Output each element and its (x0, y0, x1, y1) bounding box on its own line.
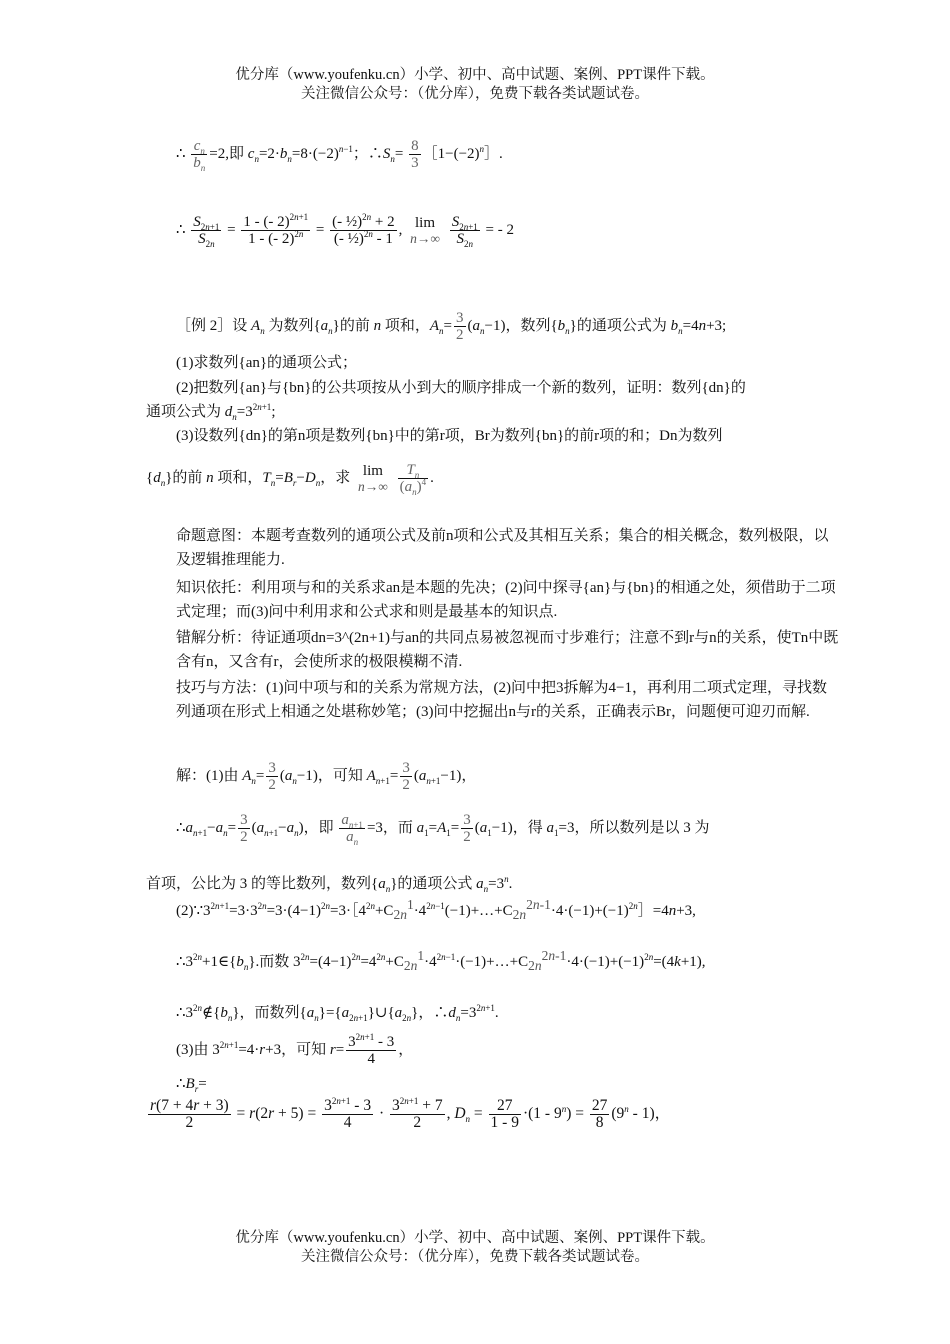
solution-2: $\therefore a_{n+1}-a_n=$ $\frac{3}{2}$ $(a_{n+1}-a_n)$，即 $\frac{a_{n+1}}{a_n}$ =3，而 $a_1=A_1=$ $\frac{3}{2}$ $(a_1-1)$，得 $a_1=3$，所以数列是以 3 为 (176, 812, 710, 847)
solution-4: $(2)\because 3^{2n+1}=3\cdot 3^{2n}=3\cdot(4-1)^{2n}=3\cdot[4^{2n}+C_{2n}^1\cdot 4^{2n-1}(-1)+\dots+C_{2n}^{2n-1}\cdot 4\cdot(-1)+(-1)^{2n}]=4n+3$, (176, 897, 696, 922)
intent-paragraph: 命题意图：本题考查数列的通项公式及前n项和公式及其相互关系；集合的相关概念，数列极限，以及逻辑推理能力. (176, 528, 829, 568)
question-2b: 通项公式为 $d_n=3^{2n+1}$; (146, 402, 276, 422)
question-2a: (2)把数列{an}与{bn}的公共项按从小到大的顺序排成一个新的数列，证明：数列{dn}的 (176, 380, 746, 396)
question-3a: (3)设数列{dn}的第n项是数列{bn}中的第r项，Br为数列{bn}的前r项的和；Dn为数列 (176, 428, 723, 444)
example-2-statement: ［例 2］设 $A_n$ 为数列$\{a_n\}$的前 n 项和，$A_n=$ $\frac{3}{2}$ $(a_n-1)$，数列$\{b_n\}$的通项公式为 $b_n=4n+3$; (176, 310, 727, 343)
page-footer (0, 1229, 950, 1267)
equation-limit-ratio: ∴ $\frac{S_{2n+1}}{S_{2n}}$ = $\frac{1 - (- 2)^{2n+1}}{1 - (- 2)^{2n}}$ = $\frac{(- \frac{1}{2})^{2n} + 2}{(- \frac{1}{2})^{2n} - 1}$ , lim n→∞ $\frac{S_{2n+1}}{S_{2n}}$ = - 2 (176, 212, 515, 249)
technique-paragraph: 技巧与方法：(1)问中项与和的关系为常规方法，(2)问中把3拆解为4−1，再利用二项式定理，寻找数列通项在形式上相通之处堪称妙笔；(3)问中挖掘出n与r的关系，正确表示Br，问题便可迎刃而解. (176, 680, 827, 720)
solution-6: $\therefore 3^{2n}\notin\{b_n\}$，而数列$\{a_n\}=\{a_{2n+1}\}\cup\{a_{2n}\}$，$\therefore d_n=3^{2n+1}$. (176, 1003, 499, 1023)
question-1: (1)求数列{an}的通项公式； (176, 355, 358, 371)
header-line-2: 关注微信公众号：（优分库），免费下载各类试题试卷。 (301, 86, 649, 102)
solution-7: (3)由 $3^{2n+1}=4\cdot r+3$，可知 r= $\frac{3^{2n+1} - 3}{4}$ ， (176, 1032, 414, 1067)
question-3b: $\{d_n\}$的前 n 项和，$T_n=B_r-D_n$，求 lim n→∞ $\frac{T_n}{(a_n)^4}$ . (146, 462, 434, 497)
solution-5: $\therefore 3^{2n}+1\in\{b_n\}$.而数 $3^{2n}=(4-1)^{2n}=4^{2n}+C_{2n}^1\cdot 4^{2n-1}\cdot(-1)+\dots+C_{2n}^{2n-1}\cdot 4\cdot(-1)+(-1)^{2n}=(4k+1)$, (176, 948, 706, 973)
header-line-1: 优分库（www.youfenku.cn）小学、初中、高中试题、案例、PPT课件下载。 (235, 67, 715, 83)
solution-3: 首项，公比为 3 的等比数列，数列$\{a_n\}$的通项公式 $a_n=3^n$. (146, 874, 513, 894)
footer-line-1: 优分库（www.youfenku.cn）小学、初中、高中试题、案例、PPT课件下载。 (235, 1230, 715, 1246)
footer-line-2: 关注微信公众号：（优分库），免费下载各类试题试卷。 (301, 1249, 649, 1265)
equation-cn-sn: ∴ $\frac{c_n}{b_n}$ =2,即 $c_n=2\cdot b_n=8\cdot(-2)^{n-1}$；$\therefore S_n=$ $\frac{8}{3}$ $[1-(-2)^n]$. (176, 138, 503, 173)
knowledge-paragraph: 知识依托：利用项与和的关系求an是本题的先决；(2)问中探寻{an}与{bn}的相通之处，须借助于二项式定理；而(3)问中利用求和公式求和则是最基本的知识点. (176, 580, 836, 620)
page-header (0, 66, 950, 104)
solution-8: $\therefore B_r=$ (176, 1076, 207, 1094)
error-paragraph: 错解分析：待证通项dn=3^(2n+1)与an的共同点易被忽视而寸步难行；注意不到r与n的关系，使Tn中既含有n，又含有r，会使所求的极限模糊不清. (176, 630, 839, 670)
solution-1: 解：(1)由 $A_n=$ $\frac{3}{2}$ $(a_n-1)$，可知 $A_{n+1}=$ $\frac{3}{2}$ $(a_{n+1}-1)$， (176, 760, 477, 793)
solution-9: $\frac{r(7 + 4r + 3)}{2}$ = r(2r + 5) = $\frac{3^{2n+1} - 3}{4}$ · $\frac{3^{2n+1} + 7}{2}$ , $D_n$ = $\frac{27}{1 - 9}$ $\cdot(1 - 9^n)$ = $\frac{27}{8}$ (9$^n$ - 1)， (150, 1095, 671, 1131)
